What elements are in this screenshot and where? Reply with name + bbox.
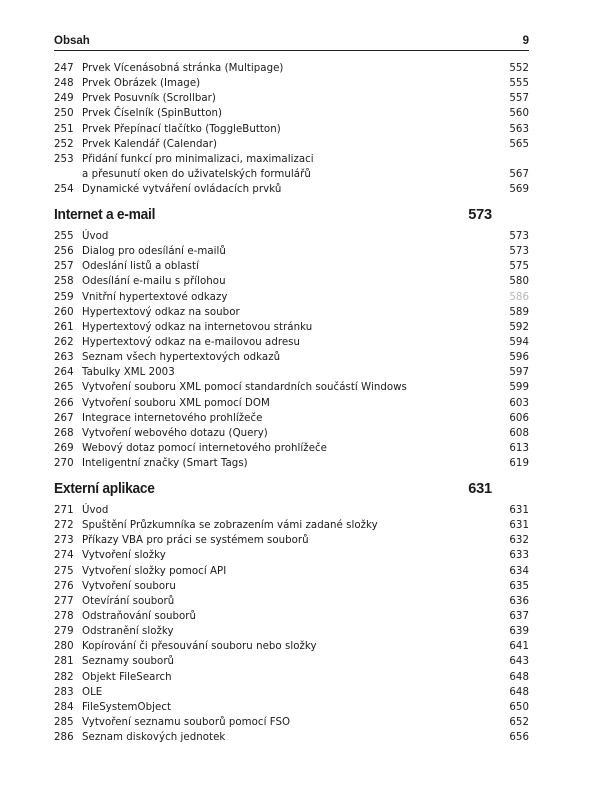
toc-entry: [54, 91, 529, 106]
entry-page: 635: [509, 580, 529, 592]
entry-title: Prvek Vícenásobná stránka (Multipage): [82, 63, 284, 74]
toc-entry: [54, 624, 529, 639]
entry-page: 631: [509, 520, 529, 532]
entry-title: Inteligentní značky (Smart Tags): [82, 458, 248, 470]
entry-title: Hypertextový odkaz na e-mailovou adresu: [82, 336, 301, 348]
header-page-number: 9: [522, 35, 529, 47]
entry-page: 648: [509, 686, 529, 698]
entry-title: Prvek Číselník (SpinButton): [82, 108, 223, 120]
entry-title: OLE: [82, 686, 103, 698]
entry-title: Odeslání listů a oblastí: [82, 261, 199, 273]
toc-entry: [54, 609, 529, 624]
entry-title: Vytvoření souboru: [82, 580, 176, 592]
toc-entry: [54, 639, 529, 654]
entry-page: 643: [509, 656, 529, 668]
entry-title: Přidání funkcí pro minimalizaci, maximalizaci: [82, 153, 314, 165]
toc-entry: [54, 350, 529, 365]
entry-title: Vytvoření složky: [82, 550, 166, 562]
entry-title: Webový dotaz pomocí internetového prohlížeče: [82, 442, 327, 454]
entry-page: 636: [509, 595, 529, 607]
toc-entry: [54, 61, 529, 76]
toc-entry: [54, 411, 529, 426]
entry-number: 255: [54, 231, 74, 242]
entry-page: 552: [509, 63, 529, 74]
toc-entry: [54, 670, 529, 685]
entry-page: 633: [509, 550, 529, 562]
toc-entry: [54, 380, 529, 395]
entry-title: Vytvoření souboru XML pomocí DOM: [82, 397, 270, 409]
entry-page: 634: [509, 565, 529, 577]
entry-number: 265: [54, 382, 74, 394]
entry-number: 285: [54, 716, 74, 728]
entry-page: 631: [509, 505, 529, 516]
entry-number: 278: [54, 610, 74, 622]
entry-title: Tabulky XML 2003: [82, 367, 175, 379]
entry-title: Dialog pro odesílání e-mailů: [82, 246, 226, 258]
entry-page: 563: [509, 123, 529, 135]
entry-title: Otevírání souborů: [82, 595, 175, 607]
entry-title: Dynamické vytváření ovládacích prvků: [82, 184, 282, 196]
section-heading-external: [54, 480, 491, 497]
entry-number: 279: [54, 626, 74, 638]
entry-title: Vytvoření souboru XML pomocí standardních součástí Windows: [82, 382, 407, 394]
entry-page: 619: [509, 458, 529, 470]
entry-page: 569: [509, 184, 529, 196]
entry-page: 586: [509, 291, 529, 303]
toc-entry: [54, 365, 529, 380]
toc-entry: [54, 426, 529, 441]
entry-title: Seznam diskových jednotek: [82, 732, 226, 744]
entry-page: 567: [509, 168, 529, 180]
entry-title: Úvod: [82, 231, 109, 242]
entry-page: 652: [509, 716, 529, 728]
toc-entry: [54, 700, 529, 715]
entry-title: Seznam všech hypertextových odkazů: [82, 352, 281, 364]
entry-number: 262: [54, 336, 74, 348]
toc-entry: [54, 290, 529, 305]
toc-entry: [54, 396, 529, 411]
entry-page: 608: [509, 427, 529, 439]
entry-number: 281: [54, 656, 74, 668]
entry-page: 573: [509, 246, 529, 258]
toc-entry: [54, 548, 529, 563]
entry-number: 257: [54, 261, 74, 273]
entry-page: 603: [509, 397, 529, 409]
entry-title: Prvek Obrázek (Image): [82, 78, 201, 90]
entry-number: 253: [54, 153, 74, 165]
entry-title: Prvek Přepínací tlačítko (ToggleButton): [82, 123, 281, 135]
entry-title: Hypertextový odkaz na soubor: [82, 306, 240, 318]
entry-page: 656: [509, 732, 529, 744]
toc-entry: [54, 730, 529, 745]
toc-entry: [54, 335, 529, 350]
toc-entry: [54, 106, 529, 121]
entry-page: 580: [509, 276, 529, 288]
entry-page: 592: [509, 321, 529, 333]
entry-number: 286: [54, 732, 74, 744]
entry-number: 271: [54, 505, 74, 516]
entry-page: 641: [509, 641, 529, 653]
toc-entry: [54, 518, 529, 533]
toc-group-external: [54, 503, 529, 745]
entry-number: 282: [54, 671, 74, 683]
entry-number: 258: [54, 276, 74, 288]
toc-entry: [54, 579, 529, 594]
entry-number: 276: [54, 580, 74, 592]
entry-number: 275: [54, 565, 74, 577]
section-heading-internet: [54, 206, 491, 223]
toc-entry: [54, 503, 529, 518]
entry-number: 284: [54, 701, 74, 713]
toc-entry: [54, 456, 529, 471]
toc-entry: [54, 244, 529, 259]
entry-number: 254: [54, 184, 74, 196]
toc-entry: [54, 137, 529, 152]
entry-title: Vnitřní hypertextové odkazy: [82, 291, 228, 303]
entry-number: 261: [54, 321, 74, 333]
entry-page: 597: [509, 367, 529, 379]
entry-number: 266: [54, 397, 74, 409]
entry-number: 250: [54, 108, 74, 120]
entry-page: 560: [509, 108, 529, 120]
section-page: 573: [468, 206, 492, 223]
entry-number: 251: [54, 123, 74, 135]
entry-number: [54, 167, 82, 182]
entry-number: 248: [54, 78, 74, 90]
entry-page: 613: [509, 442, 529, 454]
entry-number: 277: [54, 595, 74, 607]
entry-number: 263: [54, 352, 74, 364]
page-header: [54, 31, 529, 51]
entry-number: 259: [54, 291, 74, 303]
toc-entry: [54, 715, 529, 730]
entry-number: 267: [54, 412, 74, 424]
entry-title: Seznamy souborů: [82, 656, 175, 668]
entry-page: 589: [509, 306, 529, 318]
entry-page: [489, 152, 529, 167]
toc-entry-continuation: [54, 167, 529, 182]
entry-page: 596: [509, 352, 529, 364]
toc-entry: [54, 122, 529, 137]
entry-title: Prvek Posuvník (Scrollbar): [82, 93, 216, 105]
entry-page: 594: [509, 336, 529, 348]
entry-number: 270: [54, 458, 74, 470]
entry-title: Odesílání e-mailu s přílohou: [82, 276, 226, 288]
entry-number: 260: [54, 306, 74, 318]
section-title: Externí aplikace: [54, 480, 155, 497]
entry-page: 573: [509, 231, 529, 242]
entry-title: Integrace internetového prohlížeče: [82, 412, 263, 424]
entry-number: 274: [54, 550, 74, 562]
entry-title: a přesunutí oken do uživatelských formulářů: [82, 168, 311, 180]
toc-entry: [54, 182, 529, 197]
entry-page: 648: [509, 671, 529, 683]
entry-title: FileSystemObject: [82, 701, 172, 713]
section-page: 631: [468, 480, 492, 497]
toc-entry: [54, 685, 529, 700]
entry-page: 632: [509, 535, 529, 547]
entry-page: 599: [509, 382, 529, 394]
entry-number: 252: [54, 138, 74, 150]
entry-title: Vytvoření seznamu souborů pomocí FSO: [82, 716, 291, 728]
entry-title: Spuštění Průzkumníka se zobrazením vámi zadané složky: [82, 520, 378, 532]
entry-number: 283: [54, 686, 74, 698]
entry-title: Prvek Kalendář (Calendar): [82, 138, 218, 150]
entry-page: 555: [509, 78, 529, 90]
entry-title: Vytvoření webového dotazu (Query): [82, 427, 268, 439]
toc-group-internet: [54, 229, 529, 471]
toc-entry: [54, 229, 529, 244]
entry-page: 639: [509, 626, 529, 638]
entry-page: 650: [509, 701, 529, 713]
entry-title: Objekt FileSearch: [82, 671, 172, 683]
toc-group-forms: [54, 61, 529, 197]
header-title: Obsah: [54, 35, 90, 47]
toc-entry: [54, 654, 529, 669]
toc-entry: [54, 441, 529, 456]
entry-title: Příkazy VBA pro práci se systémem souborů: [82, 535, 309, 547]
entry-number: 268: [54, 427, 74, 439]
entry-number: 256: [54, 246, 74, 258]
entry-page: 565: [509, 138, 529, 150]
entry-number: 269: [54, 442, 74, 454]
entry-number: 264: [54, 367, 74, 379]
entry-title: Hypertextový odkaz na internetovou stránku: [82, 321, 313, 333]
entry-page: 637: [509, 610, 529, 622]
entry-number: 273: [54, 535, 74, 547]
entry-number: 280: [54, 641, 74, 653]
entry-title: Úvod: [82, 505, 109, 516]
toc-entry: [54, 76, 529, 91]
entry-number: 249: [54, 93, 74, 105]
toc-entry: [54, 320, 529, 335]
entry-title: Kopírování či přesouvání souboru nebo složky: [82, 641, 317, 653]
entry-title: Odstraňování souborů: [82, 610, 197, 622]
entry-page: 575: [509, 261, 529, 273]
toc-entry: [54, 564, 529, 579]
toc-entry: [54, 152, 529, 167]
entry-page: 557: [509, 93, 529, 105]
section-title: Internet a e-mail: [54, 206, 156, 223]
entry-title: Odstranění složky: [82, 626, 174, 638]
toc-entry: [54, 533, 529, 548]
toc-entry: [54, 274, 529, 289]
entry-page: 606: [509, 412, 529, 424]
entry-title: Vytvoření složky pomocí API: [82, 565, 227, 577]
entry-number: 247: [54, 63, 74, 74]
entry-number: 272: [54, 520, 74, 532]
toc-entry: [54, 305, 529, 320]
toc-entry: [54, 259, 529, 274]
toc-entry: [54, 594, 529, 609]
